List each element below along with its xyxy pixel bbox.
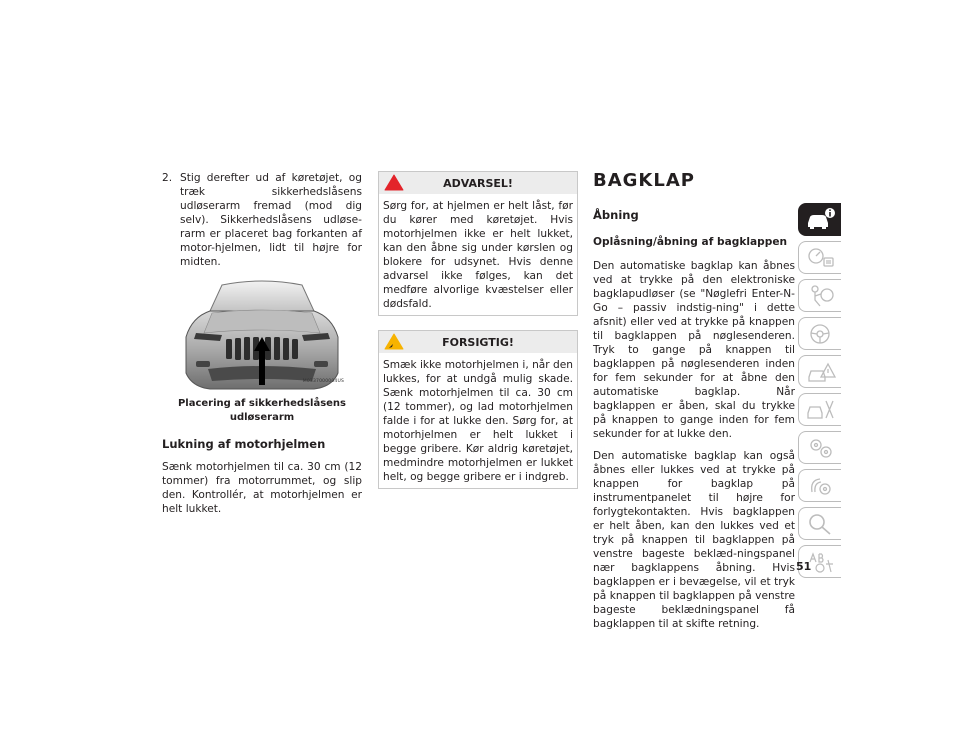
car-warning-icon [806, 360, 836, 384]
right-column [593, 171, 795, 631]
tab-search[interactable] [798, 507, 841, 540]
chapter-tabs [798, 203, 842, 583]
subsubheading-unlocking: Oplåsning/åbning af bagklappen [593, 236, 788, 248]
search-icon [806, 512, 836, 536]
section-heading-closing-hood: Lukning af motorhjelmen [162, 437, 326, 451]
dashboard-lights-icon [806, 246, 836, 270]
middle-column [378, 171, 578, 489]
red-warning-triangle-icon [384, 174, 404, 191]
closing-hood-text: Sænk motorhjelmen til ca. 30 cm (12 tommer) fra motorrummet, og slip den. Kontrollér, at motorhjelmen er helt lukket. [162, 461, 362, 515]
tab-driving[interactable] [798, 317, 841, 350]
steering-wheel-icon [806, 322, 836, 346]
section-title-liftgate: BAGKLAP [593, 170, 695, 191]
warning-title: ADVARSEL! [443, 177, 513, 190]
car-tools-icon [806, 398, 836, 422]
maintenance-gears-icon [806, 436, 836, 460]
yellow-caution-triangle-icon [384, 333, 404, 350]
tab-servicing[interactable] [798, 393, 841, 426]
subheading-opening: Åbning [593, 208, 639, 222]
warning-header [379, 172, 577, 194]
multimedia-icon [806, 474, 836, 498]
tab-dashboard[interactable] [798, 241, 841, 274]
car-info-icon [805, 207, 835, 231]
tab-vehicle-info[interactable] [798, 203, 841, 236]
warning-text: Sørg for, at hjelmen er helt låst, før du kører med køretøjet. Hvis motorhjelmen ikke er helt lukket, kan den åbne sig under kørslen og blokere for udsynet. Hvis denne advarsel ikke følges, kan det medføre alvorlige kvæstelser eller dødsfald. [383, 200, 573, 310]
tab-technical[interactable] [798, 431, 841, 464]
tab-multimedia[interactable] [798, 469, 841, 502]
warning-box [378, 171, 578, 316]
caution-text: Smæk ikke motorhjelmen i, når den lukkes, for at undgå mulig skade. Sænk motorhjelmen til ca. 30 cm (12 tommer), og lad motorhjelmen falde i for at lukke den. Sørg for, at motorhjelmen er helt lukket i begge gribere. Kør aldrig køretøjet, medmindre motorhjelmen er lukket helt, og begge gribere er i indgreb. [383, 359, 573, 483]
hood-latch-figure [182, 277, 342, 395]
step-number: 2. [162, 172, 173, 184]
page-number: 51 [796, 560, 812, 573]
tab-emergency[interactable] [798, 355, 841, 388]
step-2 [162, 171, 362, 269]
step-text: Stig derefter ud af køretøjet, og træk sikkerhedslåsens udløserarm fremad (mod dig selv). Sikkerhedslåsens udløse-rarm er placeret bag forkanten af motor-hjelmen, lidt til højre for midten. [180, 172, 362, 268]
caution-box [378, 330, 578, 489]
liftgate-paragraph-1: Den automatiske bagklap kan åbnes ved at trykke på den elektroniske bagklapudløser (se "Nøglefri Enter-N-Go – passiv indstig-ning" i dette afsnit) eller ved at trykke på knappen til bagklappen på nøglesenderen. Tryk to gange på knappen til bagklappen på nøglesenderen inden for fem sekunder for at åbne den automatiske bagklap. Når bagklappen er åben, skal du trykke på knappen to gange inden for fem sekunder for at lukke den. [593, 260, 795, 440]
airbag-safety-icon [806, 284, 836, 308]
figure-code: M0337000004US [302, 379, 344, 384]
tab-safety[interactable] [798, 279, 841, 312]
caution-title: FORSIGTIG! [442, 336, 514, 349]
left-column [162, 171, 362, 516]
figure-caption: Placering af sikkerhedslåsens udløserarm [177, 398, 347, 423]
caution-header [379, 331, 577, 353]
liftgate-paragraph-2: Den automatiske bagklap kan også åbnes eller lukkes ved at trykke på knappen for bagklap på instrumentpanelet til højre for forlygtekontakten. Hvis bagklappen er helt åben, kan den lukkes ved et tryk på knappen til bagklappen på venstre bageste beklæd-ningspanel nær bagklappens åbning. Hvis bagklappen er i bevægelse, vil et tryk på knappen til bagklappen på venstre bageste beklædningspanel få bagklappen til at skifte retning. [593, 450, 795, 630]
